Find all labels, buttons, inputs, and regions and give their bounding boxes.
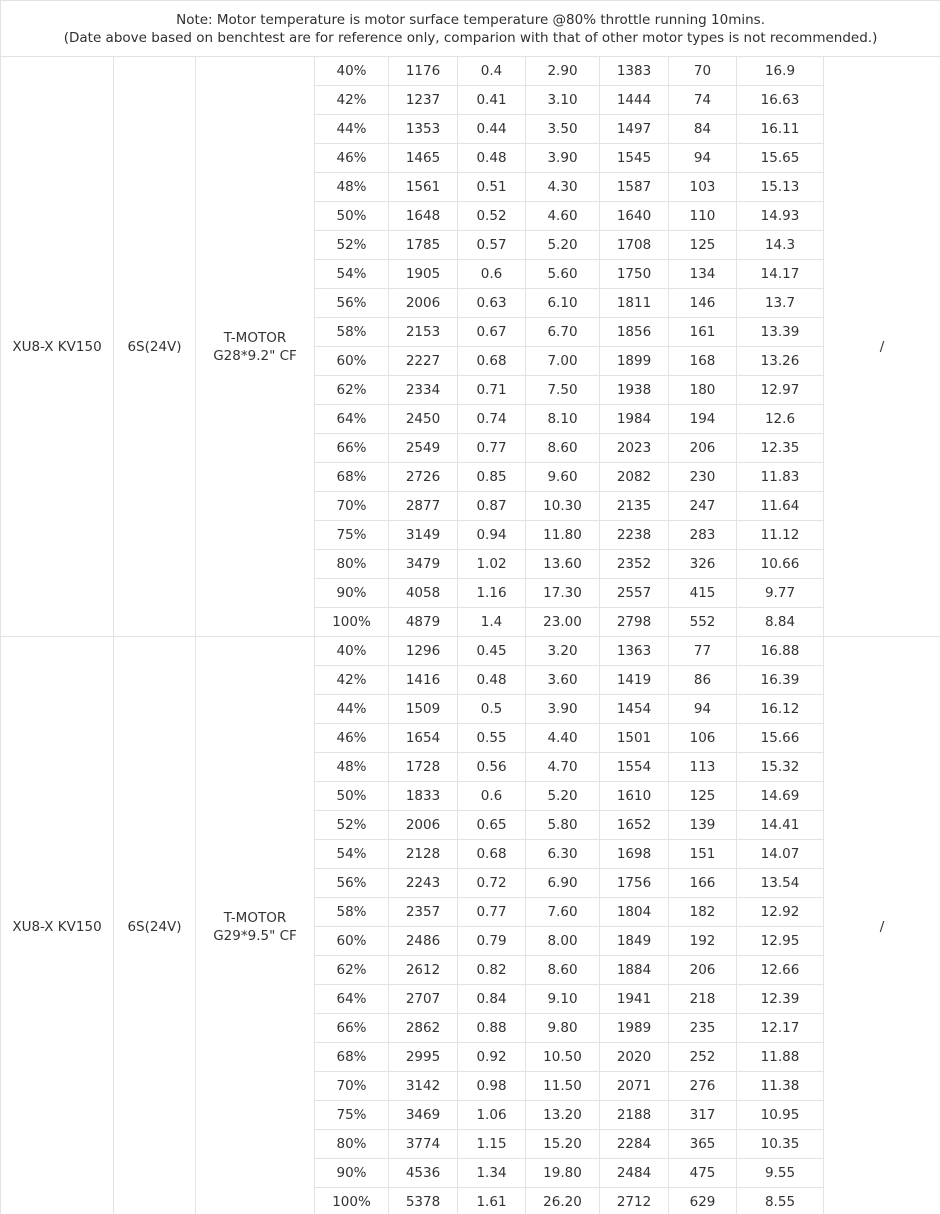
- power-cell: 276: [669, 1072, 737, 1101]
- voltage-drop-cell: 0.77: [458, 434, 526, 463]
- power-cell: 94: [669, 695, 737, 724]
- rpm-cell: 1545: [600, 144, 669, 173]
- current-cell: 5.20: [526, 231, 600, 260]
- current-cell: 17.30: [526, 579, 600, 608]
- voltage-drop-cell: 0.88: [458, 1014, 526, 1043]
- current-cell: 6.70: [526, 318, 600, 347]
- voltage-drop-cell: 0.4: [458, 57, 526, 86]
- throttle-cell: 52%: [315, 811, 389, 840]
- throttle-cell: 64%: [315, 405, 389, 434]
- thrust-cell: 1465: [389, 144, 458, 173]
- current-cell: 6.30: [526, 840, 600, 869]
- throttle-cell: 44%: [315, 695, 389, 724]
- throttle-cell: 54%: [315, 260, 389, 289]
- efficiency-cell: 9.77: [737, 579, 824, 608]
- power-cell: 151: [669, 840, 737, 869]
- power-cell: 139: [669, 811, 737, 840]
- thrust-cell: 2995: [389, 1043, 458, 1072]
- efficiency-cell: 8.55: [737, 1188, 824, 1214]
- voltage-drop-cell: 0.72: [458, 869, 526, 898]
- rpm-cell: 1884: [600, 956, 669, 985]
- current-cell: 8.10: [526, 405, 600, 434]
- note-line-2: (Date above based on benchtest are for reference only, comparion with that of other motor types is not recommended.): [63, 29, 878, 46]
- rpm-cell: 1708: [600, 231, 669, 260]
- motor-model-cell: XU8-X KV150: [1, 57, 114, 637]
- power-cell: 168: [669, 347, 737, 376]
- power-cell: 218: [669, 985, 737, 1014]
- temperature-cell: /: [824, 637, 940, 1214]
- throttle-cell: 62%: [315, 376, 389, 405]
- thrust-cell: 1648: [389, 202, 458, 231]
- voltage-drop-cell: 0.44: [458, 115, 526, 144]
- thrust-cell: 2612: [389, 956, 458, 985]
- power-cell: 206: [669, 956, 737, 985]
- current-cell: 8.60: [526, 434, 600, 463]
- thrust-cell: 2726: [389, 463, 458, 492]
- current-cell: 13.60: [526, 550, 600, 579]
- throttle-cell: 70%: [315, 492, 389, 521]
- voltage-drop-cell: 1.16: [458, 579, 526, 608]
- power-cell: 415: [669, 579, 737, 608]
- power-cell: 230: [669, 463, 737, 492]
- efficiency-cell: 13.54: [737, 869, 824, 898]
- current-cell: 9.60: [526, 463, 600, 492]
- note-cell: [1, 1, 940, 57]
- thrust-cell: 1237: [389, 86, 458, 115]
- throttle-cell: 58%: [315, 898, 389, 927]
- current-cell: 13.20: [526, 1101, 600, 1130]
- rpm-cell: 2135: [600, 492, 669, 521]
- throttle-cell: 100%: [315, 1188, 389, 1214]
- rpm-cell: 2484: [600, 1159, 669, 1188]
- thrust-cell: 1785: [389, 231, 458, 260]
- rpm-cell: 2557: [600, 579, 669, 608]
- voltage-drop-cell: 1.61: [458, 1188, 526, 1214]
- efficiency-cell: 14.3: [737, 231, 824, 260]
- rpm-cell: 1899: [600, 347, 669, 376]
- voltage-drop-cell: 0.57: [458, 231, 526, 260]
- power-cell: 326: [669, 550, 737, 579]
- power-cell: 629: [669, 1188, 737, 1214]
- efficiency-cell: 14.17: [737, 260, 824, 289]
- throttle-cell: 75%: [315, 1101, 389, 1130]
- efficiency-cell: 12.66: [737, 956, 824, 985]
- thrust-cell: 2006: [389, 289, 458, 318]
- current-cell: 4.30: [526, 173, 600, 202]
- current-cell: 9.10: [526, 985, 600, 1014]
- throttle-cell: 60%: [315, 347, 389, 376]
- power-cell: 365: [669, 1130, 737, 1159]
- thrust-cell: 2227: [389, 347, 458, 376]
- thrust-cell: 3774: [389, 1130, 458, 1159]
- throttle-cell: 44%: [315, 115, 389, 144]
- thrust-cell: 2707: [389, 985, 458, 1014]
- current-cell: 7.60: [526, 898, 600, 927]
- rpm-cell: 1856: [600, 318, 669, 347]
- rpm-cell: 1640: [600, 202, 669, 231]
- thrust-cell: 1905: [389, 260, 458, 289]
- voltage-drop-cell: 0.6: [458, 260, 526, 289]
- power-cell: 194: [669, 405, 737, 434]
- throttle-cell: 48%: [315, 173, 389, 202]
- voltage-drop-cell: 0.6: [458, 782, 526, 811]
- current-cell: 15.20: [526, 1130, 600, 1159]
- rpm-cell: 1444: [600, 86, 669, 115]
- throttle-cell: 68%: [315, 1043, 389, 1072]
- thrust-cell: 2128: [389, 840, 458, 869]
- current-cell: 3.20: [526, 637, 600, 666]
- efficiency-cell: 10.95: [737, 1101, 824, 1130]
- thrust-cell: 4058: [389, 579, 458, 608]
- power-cell: 475: [669, 1159, 737, 1188]
- efficiency-cell: 13.26: [737, 347, 824, 376]
- rpm-cell: 1501: [600, 724, 669, 753]
- efficiency-cell: 13.7: [737, 289, 824, 318]
- rpm-cell: 1497: [600, 115, 669, 144]
- thrust-cell: 1353: [389, 115, 458, 144]
- voltage-drop-cell: 0.92: [458, 1043, 526, 1072]
- efficiency-cell: 12.39: [737, 985, 824, 1014]
- voltage-drop-cell: 0.67: [458, 318, 526, 347]
- current-cell: 11.50: [526, 1072, 600, 1101]
- throttle-cell: 46%: [315, 144, 389, 173]
- throttle-cell: 56%: [315, 289, 389, 318]
- voltage-drop-cell: 0.41: [458, 86, 526, 115]
- voltage-drop-cell: 0.5: [458, 695, 526, 724]
- power-cell: 113: [669, 753, 737, 782]
- voltage-drop-cell: 0.71: [458, 376, 526, 405]
- efficiency-cell: 16.12: [737, 695, 824, 724]
- efficiency-cell: 15.32: [737, 753, 824, 782]
- efficiency-cell: 14.69: [737, 782, 824, 811]
- rpm-cell: 1454: [600, 695, 669, 724]
- thrust-cell: 3149: [389, 521, 458, 550]
- voltage-drop-cell: 0.74: [458, 405, 526, 434]
- propeller-brand: T-MOTOR: [223, 329, 287, 346]
- throttle-cell: 52%: [315, 231, 389, 260]
- voltage-drop-cell: 0.56: [458, 753, 526, 782]
- throttle-cell: 64%: [315, 985, 389, 1014]
- throttle-cell: 42%: [315, 666, 389, 695]
- efficiency-cell: 15.65: [737, 144, 824, 173]
- current-cell: 9.80: [526, 1014, 600, 1043]
- current-cell: 19.80: [526, 1159, 600, 1188]
- thrust-cell: 3469: [389, 1101, 458, 1130]
- motor-model-cell: XU8-X KV150: [1, 637, 114, 1214]
- propeller-size: G28*9.2" CF: [213, 347, 297, 364]
- efficiency-cell: 12.95: [737, 927, 824, 956]
- voltage-drop-cell: 0.87: [458, 492, 526, 521]
- efficiency-cell: 15.13: [737, 173, 824, 202]
- efficiency-cell: 14.93: [737, 202, 824, 231]
- current-cell: 7.00: [526, 347, 600, 376]
- current-cell: 11.80: [526, 521, 600, 550]
- voltage-drop-cell: 0.52: [458, 202, 526, 231]
- current-cell: 5.80: [526, 811, 600, 840]
- voltage-drop-cell: 0.48: [458, 666, 526, 695]
- thrust-cell: 2486: [389, 927, 458, 956]
- efficiency-cell: 11.12: [737, 521, 824, 550]
- power-cell: 182: [669, 898, 737, 927]
- throttle-cell: 54%: [315, 840, 389, 869]
- voltage-drop-cell: 0.85: [458, 463, 526, 492]
- current-cell: 6.90: [526, 869, 600, 898]
- voltage-drop-cell: 0.48: [458, 144, 526, 173]
- table-body: [1, 1, 940, 1214]
- voltage-drop-cell: 0.68: [458, 840, 526, 869]
- current-cell: 3.10: [526, 86, 600, 115]
- voltage-drop-cell: 0.94: [458, 521, 526, 550]
- power-cell: 206: [669, 434, 737, 463]
- current-cell: 3.60: [526, 666, 600, 695]
- battery-voltage-cell: 6S(24V): [114, 57, 196, 637]
- voltage-drop-cell: 0.65: [458, 811, 526, 840]
- voltage-drop-cell: 0.63: [458, 289, 526, 318]
- power-cell: 247: [669, 492, 737, 521]
- efficiency-cell: 12.97: [737, 376, 824, 405]
- efficiency-cell: 12.92: [737, 898, 824, 927]
- thrust-cell: 2877: [389, 492, 458, 521]
- current-cell: 23.00: [526, 608, 600, 637]
- rpm-cell: 2071: [600, 1072, 669, 1101]
- efficiency-cell: 11.38: [737, 1072, 824, 1101]
- power-cell: 235: [669, 1014, 737, 1043]
- voltage-drop-cell: 1.4: [458, 608, 526, 637]
- propeller-size: G29*9.5" CF: [213, 927, 297, 944]
- thrust-cell: 4536: [389, 1159, 458, 1188]
- throttle-cell: 46%: [315, 724, 389, 753]
- battery-voltage-cell: 6S(24V): [114, 637, 196, 1214]
- rpm-cell: 2023: [600, 434, 669, 463]
- rpm-cell: 1587: [600, 173, 669, 202]
- power-cell: 134: [669, 260, 737, 289]
- power-cell: 125: [669, 231, 737, 260]
- throttle-cell: 56%: [315, 869, 389, 898]
- current-cell: 10.30: [526, 492, 600, 521]
- power-cell: 166: [669, 869, 737, 898]
- rpm-cell: 1756: [600, 869, 669, 898]
- rpm-cell: 1383: [600, 57, 669, 86]
- thrust-cell: 2006: [389, 811, 458, 840]
- voltage-drop-cell: 0.55: [458, 724, 526, 753]
- throttle-cell: 58%: [315, 318, 389, 347]
- throttle-cell: 68%: [315, 463, 389, 492]
- voltage-drop-cell: 0.68: [458, 347, 526, 376]
- power-cell: 317: [669, 1101, 737, 1130]
- efficiency-cell: 12.17: [737, 1014, 824, 1043]
- throttle-cell: 42%: [315, 86, 389, 115]
- voltage-drop-cell: 0.84: [458, 985, 526, 1014]
- thrust-cell: 2357: [389, 898, 458, 927]
- power-cell: 110: [669, 202, 737, 231]
- voltage-drop-cell: 1.34: [458, 1159, 526, 1188]
- efficiency-cell: 16.88: [737, 637, 824, 666]
- power-cell: 125: [669, 782, 737, 811]
- efficiency-cell: 8.84: [737, 608, 824, 637]
- throttle-cell: 90%: [315, 1159, 389, 1188]
- throttle-cell: 40%: [315, 637, 389, 666]
- thrust-cell: 1654: [389, 724, 458, 753]
- rpm-cell: 1363: [600, 637, 669, 666]
- thrust-cell: 1416: [389, 666, 458, 695]
- power-cell: 74: [669, 86, 737, 115]
- thrust-cell: 1561: [389, 173, 458, 202]
- table-row: [1, 637, 940, 666]
- voltage-drop-cell: 1.06: [458, 1101, 526, 1130]
- current-cell: 3.90: [526, 695, 600, 724]
- efficiency-cell: 11.83: [737, 463, 824, 492]
- efficiency-cell: 15.66: [737, 724, 824, 753]
- throttle-cell: 60%: [315, 927, 389, 956]
- thrust-cell: 1176: [389, 57, 458, 86]
- rpm-cell: 1554: [600, 753, 669, 782]
- efficiency-cell: 13.39: [737, 318, 824, 347]
- power-cell: 192: [669, 927, 737, 956]
- temperature-cell: /: [824, 57, 940, 637]
- throttle-cell: 66%: [315, 1014, 389, 1043]
- rpm-cell: 1419: [600, 666, 669, 695]
- current-cell: 5.20: [526, 782, 600, 811]
- note-row: [1, 1, 940, 57]
- power-cell: 552: [669, 608, 737, 637]
- thrust-cell: 4879: [389, 608, 458, 637]
- efficiency-cell: 12.35: [737, 434, 824, 463]
- current-cell: 5.60: [526, 260, 600, 289]
- rpm-cell: 2188: [600, 1101, 669, 1130]
- rpm-cell: 1849: [600, 927, 669, 956]
- rpm-cell: 1941: [600, 985, 669, 1014]
- current-cell: 26.20: [526, 1188, 600, 1214]
- rpm-cell: 1989: [600, 1014, 669, 1043]
- throttle-cell: 90%: [315, 579, 389, 608]
- rpm-cell: 2238: [600, 521, 669, 550]
- thrust-cell: 3479: [389, 550, 458, 579]
- note-line-1: Note: Motor temperature is motor surface temperature @80% throttle running 10mins.: [176, 11, 765, 28]
- rpm-cell: 2082: [600, 463, 669, 492]
- efficiency-cell: 16.9: [737, 57, 824, 86]
- voltage-drop-cell: 0.77: [458, 898, 526, 927]
- thrust-cell: 1296: [389, 637, 458, 666]
- rpm-cell: 1652: [600, 811, 669, 840]
- current-cell: 4.40: [526, 724, 600, 753]
- propeller-brand: T-MOTOR: [223, 909, 287, 926]
- efficiency-cell: 16.63: [737, 86, 824, 115]
- current-cell: 3.50: [526, 115, 600, 144]
- power-cell: 146: [669, 289, 737, 318]
- current-cell: 6.10: [526, 289, 600, 318]
- power-cell: 86: [669, 666, 737, 695]
- power-cell: 106: [669, 724, 737, 753]
- current-cell: 8.00: [526, 927, 600, 956]
- power-cell: 94: [669, 144, 737, 173]
- rpm-cell: 1938: [600, 376, 669, 405]
- power-cell: 77: [669, 637, 737, 666]
- voltage-drop-cell: 1.15: [458, 1130, 526, 1159]
- power-cell: 252: [669, 1043, 737, 1072]
- voltage-drop-cell: 0.45: [458, 637, 526, 666]
- thrust-cell: 2153: [389, 318, 458, 347]
- efficiency-cell: 12.6: [737, 405, 824, 434]
- thrust-cell: 1509: [389, 695, 458, 724]
- voltage-drop-cell: 1.02: [458, 550, 526, 579]
- efficiency-cell: 10.35: [737, 1130, 824, 1159]
- current-cell: 4.70: [526, 753, 600, 782]
- throttle-cell: 50%: [315, 202, 389, 231]
- current-cell: 10.50: [526, 1043, 600, 1072]
- thrust-cell: 3142: [389, 1072, 458, 1101]
- rpm-cell: 1698: [600, 840, 669, 869]
- efficiency-cell: 11.88: [737, 1043, 824, 1072]
- rpm-cell: 2352: [600, 550, 669, 579]
- thrust-cell: 2334: [389, 376, 458, 405]
- rpm-cell: 1750: [600, 260, 669, 289]
- power-cell: 180: [669, 376, 737, 405]
- current-cell: 7.50: [526, 376, 600, 405]
- rpm-cell: 1811: [600, 289, 669, 318]
- thrust-cell: 2243: [389, 869, 458, 898]
- throttle-cell: 75%: [315, 521, 389, 550]
- propeller-cell: [196, 57, 315, 637]
- rpm-cell: 2020: [600, 1043, 669, 1072]
- thrust-cell: 2450: [389, 405, 458, 434]
- propeller-cell: [196, 637, 315, 1214]
- voltage-drop-cell: 0.79: [458, 927, 526, 956]
- efficiency-cell: 16.39: [737, 666, 824, 695]
- voltage-drop-cell: 0.98: [458, 1072, 526, 1101]
- efficiency-cell: 9.55: [737, 1159, 824, 1188]
- efficiency-cell: 11.64: [737, 492, 824, 521]
- thrust-cell: 2549: [389, 434, 458, 463]
- current-cell: 3.90: [526, 144, 600, 173]
- power-cell: 103: [669, 173, 737, 202]
- power-cell: 84: [669, 115, 737, 144]
- thrust-cell: 5378: [389, 1188, 458, 1214]
- rpm-cell: 2712: [600, 1188, 669, 1214]
- power-cell: 70: [669, 57, 737, 86]
- rpm-cell: 2798: [600, 608, 669, 637]
- throttle-cell: 80%: [315, 550, 389, 579]
- throttle-cell: 80%: [315, 1130, 389, 1159]
- throttle-cell: 66%: [315, 434, 389, 463]
- rpm-cell: 1610: [600, 782, 669, 811]
- efficiency-cell: 10.66: [737, 550, 824, 579]
- efficiency-cell: 14.41: [737, 811, 824, 840]
- throttle-cell: 100%: [315, 608, 389, 637]
- throttle-cell: 48%: [315, 753, 389, 782]
- efficiency-cell: 16.11: [737, 115, 824, 144]
- throttle-cell: 70%: [315, 1072, 389, 1101]
- rpm-cell: 2284: [600, 1130, 669, 1159]
- thrust-cell: 1833: [389, 782, 458, 811]
- power-cell: 283: [669, 521, 737, 550]
- current-cell: 4.60: [526, 202, 600, 231]
- rpm-cell: 1984: [600, 405, 669, 434]
- throttle-cell: 50%: [315, 782, 389, 811]
- thrust-cell: 2862: [389, 1014, 458, 1043]
- thrust-cell: 1728: [389, 753, 458, 782]
- efficiency-cell: 14.07: [737, 840, 824, 869]
- throttle-cell: 40%: [315, 57, 389, 86]
- table-row: [1, 57, 940, 86]
- voltage-drop-cell: 0.51: [458, 173, 526, 202]
- voltage-drop-cell: 0.82: [458, 956, 526, 985]
- power-cell: 161: [669, 318, 737, 347]
- current-cell: 2.90: [526, 57, 600, 86]
- throttle-cell: 62%: [315, 956, 389, 985]
- current-cell: 8.60: [526, 956, 600, 985]
- rpm-cell: 1804: [600, 898, 669, 927]
